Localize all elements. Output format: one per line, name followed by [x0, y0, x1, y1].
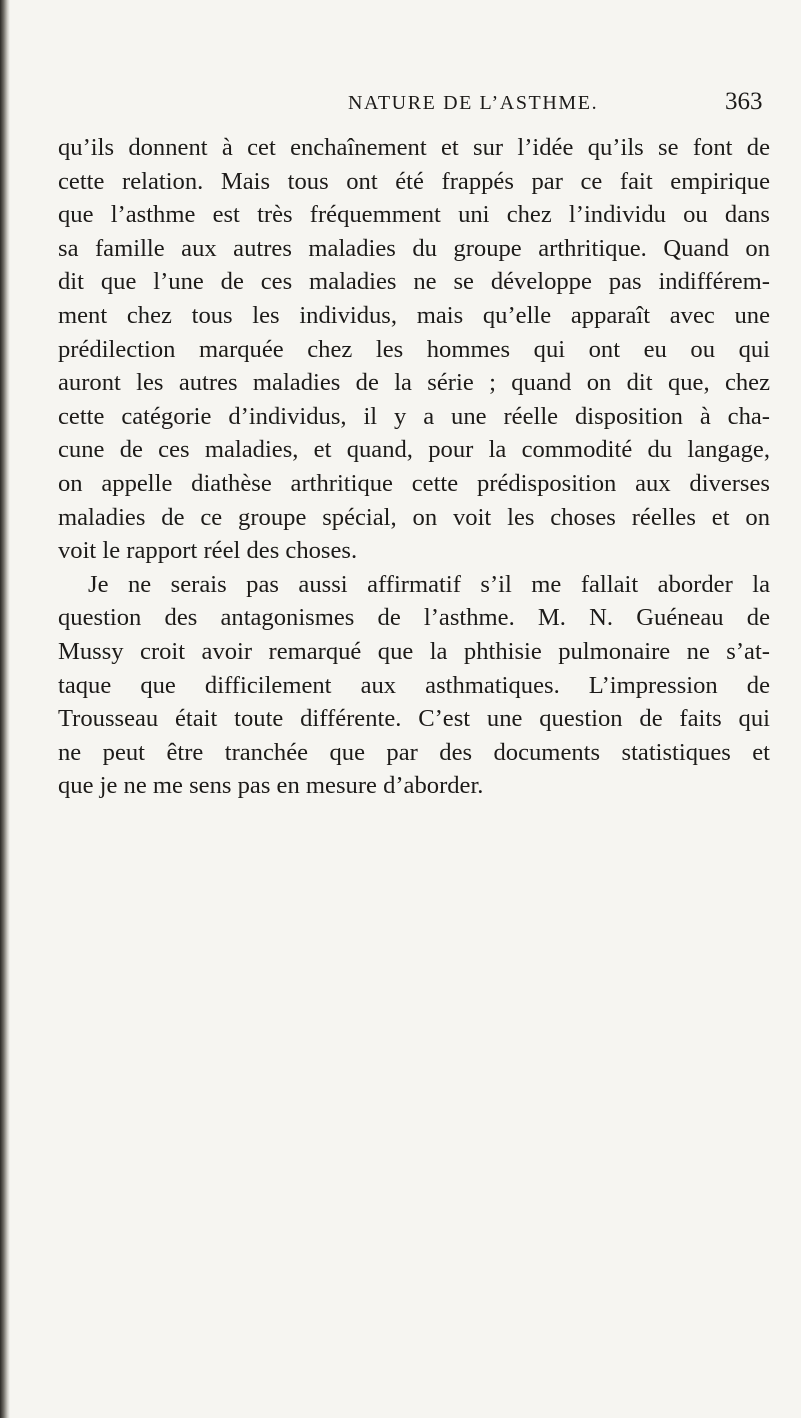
page-header	[0, 88, 801, 128]
text-line: question des antagonismes de l’asthme. M. N. Guéneau de	[58, 604, 770, 632]
text-line: maladies de ce groupe spécial, on voit les choses réelles et on	[58, 503, 770, 531]
body-text	[58, 131, 770, 803]
text-line: taque que difficilement aux asthmatiques. L’impression de	[58, 671, 770, 699]
text-line: prédilection marquée chez les hommes qui ont eu ou qui	[58, 335, 770, 363]
text-line: cune de ces maladies, et quand, pour la commodité du langage,	[58, 436, 770, 464]
text-line: voit le rapport réel des choses.	[58, 537, 358, 565]
text-line: Trousseau était toute différente. C’est une question de faits qui	[58, 705, 770, 733]
text-line: sa famille aux autres maladies du groupe arthritique. Quand on	[58, 234, 770, 262]
text-line: ment chez tous les individus, mais qu’elle apparaît avec une	[58, 301, 770, 329]
text-line: cette relation. Mais tous ont été frappés par ce fait empirique	[58, 167, 770, 195]
text-line: dit que l’une de ces maladies ne se développe pas indifférem-	[58, 268, 770, 296]
text-line: on appelle diathèse arthritique cette prédisposition aux diverses	[58, 469, 770, 497]
running-title: NATURE DE L’ASTHME.	[348, 92, 599, 114]
text-line: Mussy croit avoir remarqué que la phthisie pulmonaire ne s’at-	[58, 637, 770, 665]
page-number: 363	[725, 88, 763, 115]
text-line: cette catégorie d’individus, il y a une réelle disposition à cha-	[58, 402, 770, 430]
text-line: auront les autres maladies de la série ; quand on dit que, chez	[58, 369, 770, 397]
text-line: ne peut être tranchée que par des documents statistiques et	[58, 738, 770, 766]
text-line: qu’ils donnent à cet enchaînement et sur l’idée qu’ils se font de	[58, 134, 770, 161]
paragraph-start-line: Je ne serais pas aussi affirmatif s’il me fallait aborder la	[88, 570, 770, 598]
text-line: que je ne me sens pas en mesure d’aborder.	[58, 772, 484, 800]
text-line: que l’asthme est très fréquemment uni chez l’individu ou dans	[58, 201, 770, 229]
binding-shadow	[0, 0, 10, 1418]
